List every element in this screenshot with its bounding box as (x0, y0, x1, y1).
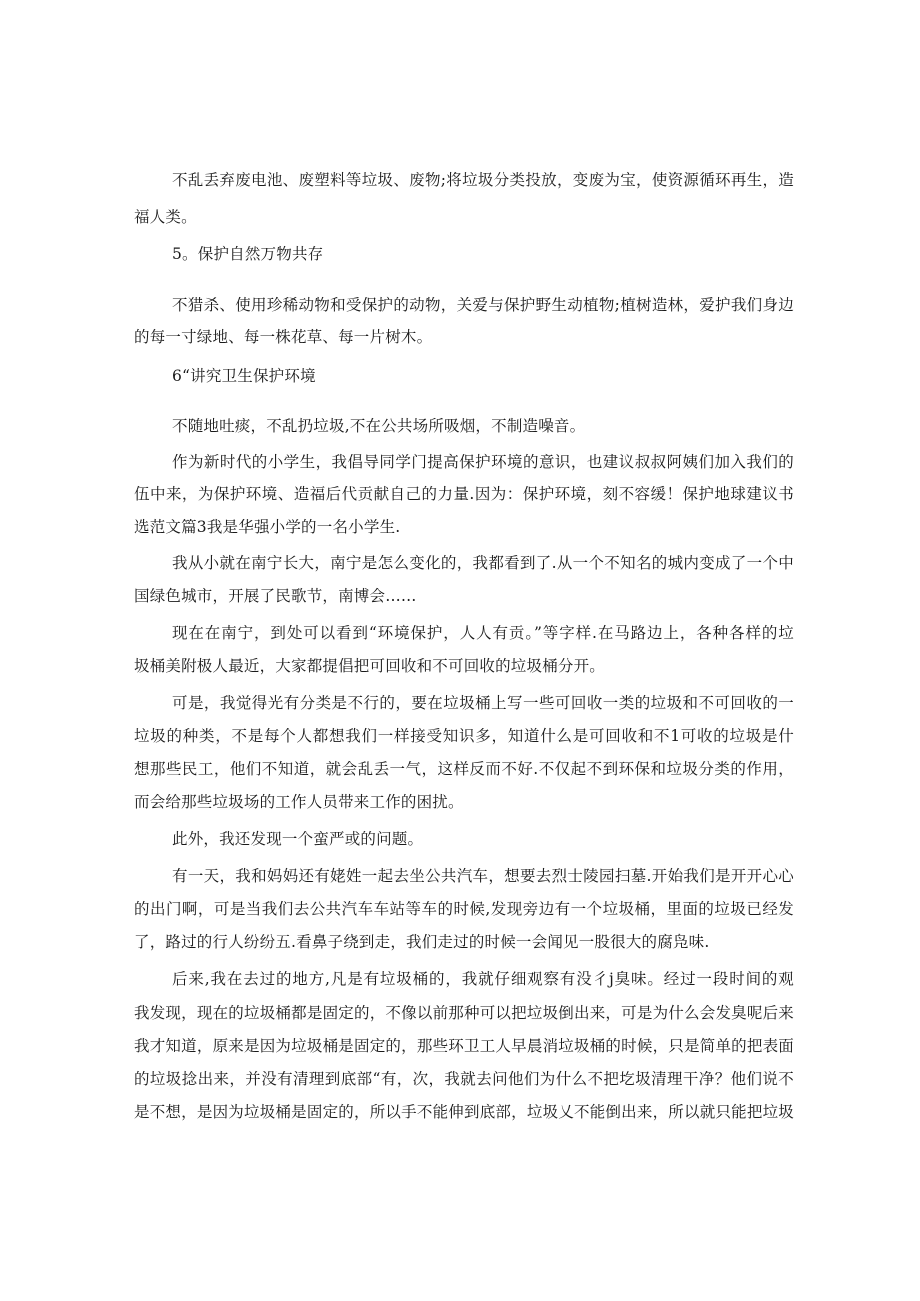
text-line: 的出门啊，可是当我们去公共汽车车站等车的时候,发现旁边有一个垃圾桶，里面的垃圾已经发 (134, 900, 794, 918)
text-line: 是不想，是因为垃圾桶是固定的，所以手不能伸到底部，垃圾乂不能倒出来，所以就只能把垃圾 (134, 1103, 794, 1121)
text-line: 可是，我觉得光有分类是不行的，要在垃圾桶上写一些可回收一类的垃圾和不可回收的一 (172, 694, 794, 712)
text-line: 选范文篇3我是华强小学的一名小学生. (134, 518, 401, 536)
text-line: 我从小就在南宁长大，南宁是怎么变化的，我都看到了.从一个不知名的城内变成了一个中 (172, 554, 794, 572)
text-line: 有一天，我和妈妈还有姥姓一起去坐公共汽车，想要去烈士陵园扫墓.开始我们是开开心心 (172, 867, 794, 885)
section-heading: 6“讲究卫生保护环境 (172, 367, 316, 385)
text-line: 垃圾的种类，不是每个人都想我们一样接受知识多，知道什么是可回收和不1可收的垃圾是什 (134, 727, 794, 745)
section-heading: 5。保护自然万物共存 (172, 245, 324, 263)
text-line: 我发现，现在的垃圾桶都是固定的，不像以前那种可以把垃圾倒出来，可是为什么会发臭呢后来 (134, 1004, 794, 1022)
text-line: 不乱丢弃废电池、废塑料等垃圾、废物;将垃圾分类投放，变废为宝，使资源循环再生，造 (172, 171, 794, 189)
text-line: 的垃圾捻出来，并没有清理到底部“有，次，我就去问他们为什么不把圪圾清理干净？他们说不 (134, 1070, 794, 1088)
text-line: 不随地吐痰，不乱扔垃圾,不在公共场所吸烟，不制造噪音。 (172, 417, 586, 435)
text-line: 我才知道，原来是因为垃圾桶是固定的，那些环卫工人早晨消垃圾桶的时候，只是简单的把表面 (134, 1037, 794, 1055)
text-line: 作为新时代的小学生，我倡导同学门提高保护环境的意识，也建议叔叔阿姨们加入我们的 (172, 453, 794, 471)
text-line: 的每一寸绿地、每一株花草、每一片树木。 (134, 328, 433, 346)
text-line: 伍中来，为保护环境、造福后代贡献自己的力量.因为：保护环境，刻不容缓！保护地球建议书 (134, 485, 794, 503)
text-line: 圾桶美附极人最近，大家都提倡把可回收和不可回收的垃圾桶分开。 (134, 657, 606, 675)
text-line: 想那些民工，他们不知道，就会乱丢一气，这样反而不好.不仅起不到环保和垃圾分类的作用， (134, 760, 794, 778)
text-line: 了，路过的行人纷纷五.看鼻子绕到走，我们走过的时候一会闻见一股很大的腐凫味. (134, 933, 710, 951)
text-line: 此外，我还发现一个蛮严或的问题。 (172, 830, 424, 848)
text-line: 而会给那些垃圾场的工作人员带来工作的困扰。 (134, 793, 464, 811)
text-line: 后来,我在去过的地方,凡是有垃圾桶的，我就仔细观察有没彳j臭味。经过一段时间的观 (172, 970, 794, 988)
text-line: 不猎杀、使用珍稀动物和受保护的动物，关爱与保护野生动植物;植树造林，爱护我们身边 (172, 296, 794, 314)
text-line: 现在在南宁，到处可以看到“环境保护，人人有贡。”等字样.在马路边上，各种各样的垃 (172, 624, 794, 642)
text-line: 国绿色城市，开展了民歌节，南博会…… (134, 587, 417, 605)
text-line: 福人类。 (134, 208, 197, 226)
